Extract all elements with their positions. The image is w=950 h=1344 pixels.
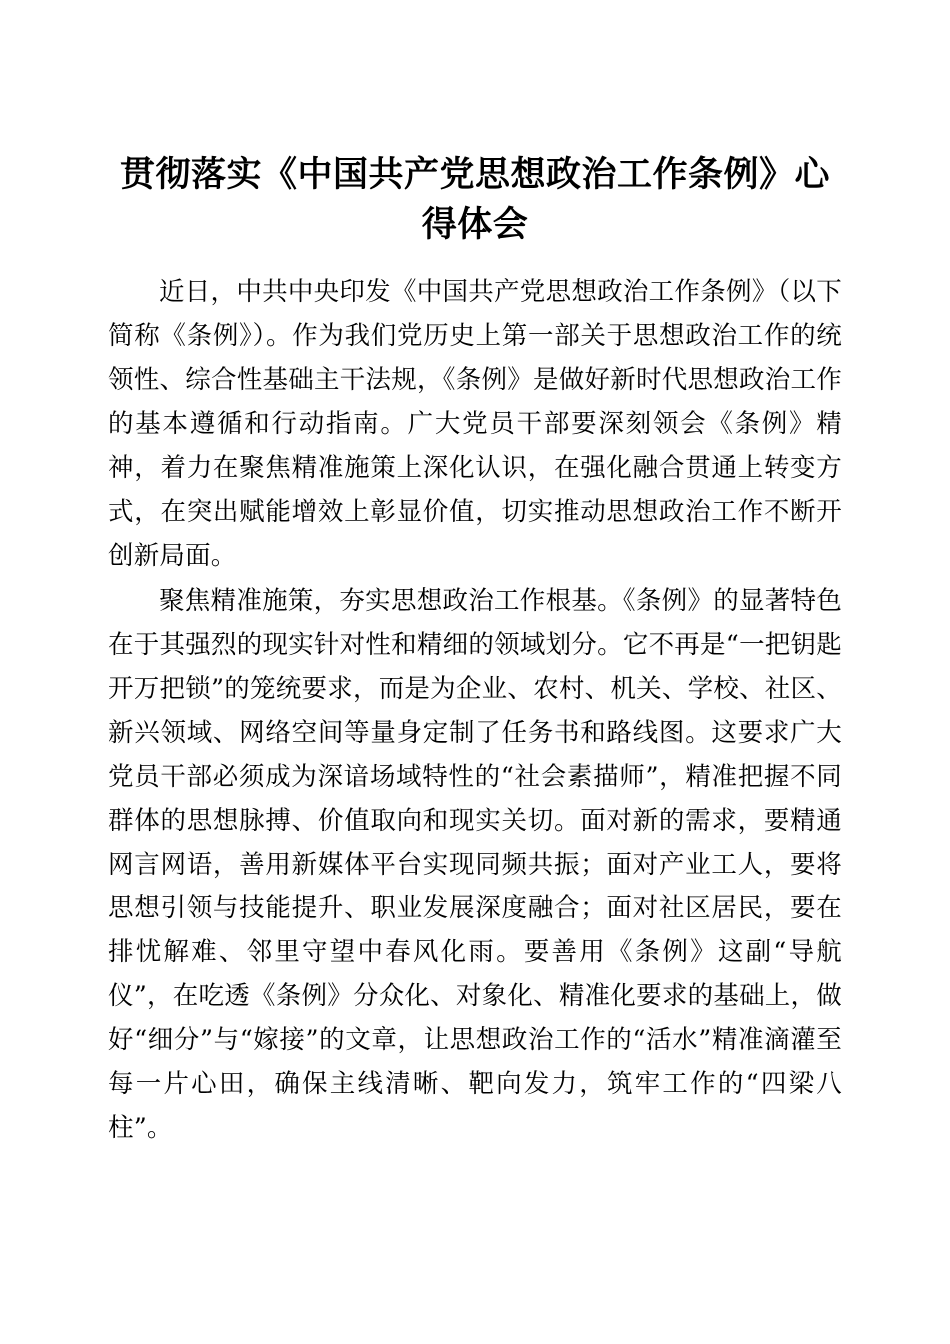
document-body [108, 271, 842, 1150]
page-title: 贯彻落实《中国共产党思想政治工作条例》心得体会 [119, 154, 830, 245]
paragraph-2: 聚焦精准施策，夯实思想政治工作根基。《条例》的显著特色在于其强烈的现实针对性和精细的领域划分。它不再是“一把钥匙开万把锁”的笼统要求，而是为企业、农村、机关、学校、社区、新兴领域、网络空间等量身定制了任务书和路线图。这要求广大党员干部必须成为深谙场域特性的“社会素描师”，精准把握不同群体的思想脉搏、价值取向和现实关切。面对新的需求，要精通网言网语，善用新媒体平台实现同频共振；面对产业工人，要将思想引领与技能提升、职业发展深度融合；面对社区居民，要在排忧解难、邻里守望中春风化雨。要善用《条例》这副“导航仪”，在吃透《条例》分众化、对象化、精准化要求的基础上，做好“细分”与“嫁接”的文章，让思想政治工作的“活水”精准滴灌至每一片心田，确保主线清晰、靶向发力，筑牢工作的“四梁八柱”。 [108, 586, 842, 1143]
paragraph-1: 近日，中共中央印发《中国共产党思想政治工作条例》（以下简称《条例》）。作为我们党历史上第一部关于思想政治工作的统领性、综合性基础主干法规，《条例》是做好新时代思想政治工作的基本遵循和行动指南。广大党员干部要深刻领会《条例》精神，着力在聚焦精准施策上深化认识，在强化融合贯通上转变方式，在突出赋能增效上彰显价值，切实推动思想政治工作不断开创新局面。 [108, 277, 842, 571]
